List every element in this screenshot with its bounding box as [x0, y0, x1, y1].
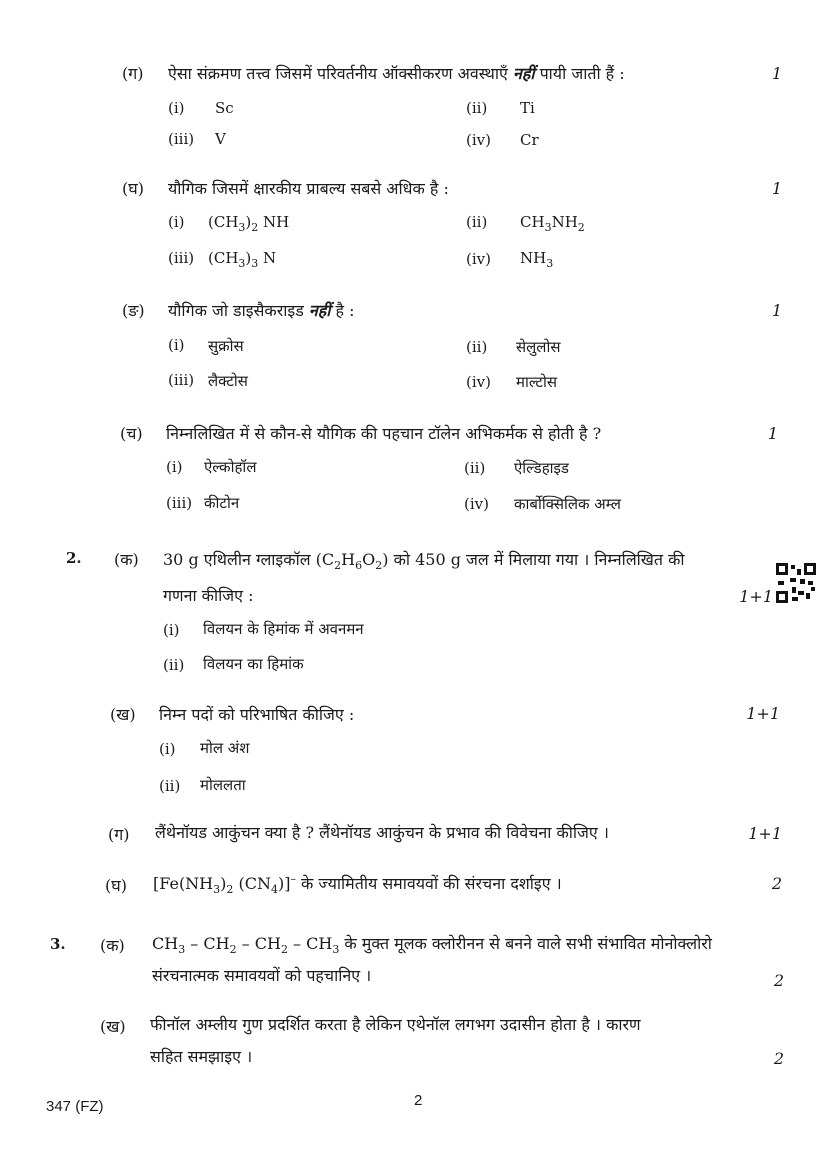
- q1-gha-opt1-text: $(CH_3)_2$ NH: [208, 213, 290, 234]
- q1-ga-question: [168, 62, 625, 84]
- q1-gha-opt3-text: $(CH_3)_3$ N: [208, 249, 277, 270]
- q1-nga-question: [168, 299, 355, 321]
- q1-nga-opt2-text: सेलुलोस: [516, 338, 561, 356]
- q1-nga-opt4-text: माल्टोस: [516, 373, 557, 391]
- q1-nga-text-after: है :: [335, 301, 355, 320]
- q2-ka-item1-text: विलयन के हिमांक में अवनमन: [203, 620, 364, 638]
- q2-ka-label: (क): [114, 550, 139, 569]
- q1-ga-opt3-num: (iii): [168, 130, 195, 148]
- q2-gha-marks: 2: [771, 874, 782, 893]
- q2-ga-marks: 1+1: [748, 824, 782, 843]
- q3-ka-line2: संरचनात्मक समावयवों को पहचानिए ।: [152, 966, 372, 985]
- q2-kha-label: (ख): [110, 705, 136, 724]
- q2-ga-label: (ग): [108, 825, 130, 844]
- q2-ka-marks: 1+1: [739, 587, 773, 606]
- q1-ga-opt3-text: V: [215, 130, 226, 148]
- q2-ka-item1-num: (i): [163, 621, 180, 639]
- q3-ka-marks: 2: [773, 971, 784, 990]
- q1-nga-opt2-num: (ii): [466, 338, 488, 356]
- q1-cha-opt4-text: कार्बोक्सिलिक अम्ल: [514, 495, 621, 513]
- q1-ga-opt1-num: (i): [168, 99, 185, 117]
- q1-gha-question: यौगिक जिसमें क्षारकीय प्राबल्य सबसे अधिक है :: [168, 179, 449, 198]
- page-number: 2: [414, 1092, 423, 1109]
- q1-ga-emphasis: नहीं: [512, 64, 535, 83]
- q3-ka-line1-text: के मुक्त मूलक क्लोरीनन से बनने वाले सभी संभावित मोनोक्लोरो: [344, 934, 712, 953]
- q1-gha-opt4-text: $NH_3$: [520, 249, 554, 270]
- q3-kha-line2: सहित समझाइए ।: [150, 1047, 253, 1066]
- q1-cha-opt1-text: ऐल्कोहॉल: [204, 458, 257, 476]
- q1-nga-opt3-text: लैक्टोस: [208, 372, 248, 390]
- q1-ga-text-before: ऐसा संक्रमण तत्त्व जिसमें परिवर्तनीय ऑक्सीकरण अवस्थाएँ: [168, 64, 508, 83]
- q3-kha-marks: 2: [773, 1049, 784, 1068]
- q1-gha-opt2-num: (ii): [466, 213, 488, 231]
- q3-ka-label: (क): [100, 936, 125, 955]
- q1-nga-emphasis: नहीं: [308, 301, 331, 320]
- q1-ga-opt2-num: (ii): [466, 99, 488, 117]
- q2-number: 2.: [66, 549, 82, 567]
- q1-gha-opt4-num: (iv): [466, 250, 491, 268]
- q2-gha-question: [$Fe(NH_3)_2$ $(CN_4)]^-$ के ज्यामितीय समावयवों की संरचना दर्शाइए ।: [153, 872, 562, 897]
- q2-ga-question: लैंथेनॉयड आकुंचन क्या है ? लैंथेनॉयड आकुंचन के प्रभाव की विवेचना कीजिए ।: [155, 823, 609, 842]
- q2-gha-text: के ज्यामितीय समावयवों की संरचना दर्शाइए ।: [301, 874, 562, 893]
- q3-ka-line1: $CH_3 - CH_2 - CH_2 - CH_3$ के मुक्त मूलक क्लोरीनन से बनने वाले सभी संभावित मोनोक्लोरो: [152, 934, 712, 957]
- q2-kha-item1-text: मोल अंश: [200, 739, 250, 757]
- q2-gha-label: (घ): [105, 876, 127, 895]
- q1-cha-opt4-num: (iv): [464, 495, 489, 513]
- q1-nga-label: (ङ): [122, 301, 145, 320]
- q2-kha-item2-text: मोललता: [200, 776, 246, 794]
- q1-ga-label: (ग): [122, 64, 144, 83]
- q1-ga-opt1-text: Sc: [215, 99, 234, 117]
- q2-ka-item2-num: (ii): [163, 656, 185, 674]
- q3-kha-label: (ख): [100, 1017, 126, 1036]
- q1-nga-opt3-num: (iii): [168, 371, 195, 389]
- q1-nga-opt1-num: (i): [168, 336, 185, 354]
- q2-kha-question: निम्न पदों को परिभाषित कीजिए :: [159, 705, 355, 724]
- q2-kha-marks: 1+1: [746, 704, 780, 723]
- paper-code: 347 (FZ): [46, 1098, 104, 1115]
- q1-ga-opt2-text: Ti: [520, 99, 535, 117]
- q1-nga-marks: 1: [771, 301, 782, 320]
- q2-ka-line2: गणना कीजिए :: [163, 586, 254, 605]
- q1-cha-opt3-text: कीटोन: [204, 494, 240, 512]
- q1-ga-opt4-num: (iv): [466, 131, 491, 149]
- q1-ga-marks: 1: [771, 64, 782, 83]
- q1-cha-opt1-num: (i): [166, 458, 183, 476]
- q1-cha-opt2-num: (ii): [464, 459, 486, 477]
- q1-ga-text-after: पायी जाती हैं :: [539, 64, 625, 83]
- q2-kha-item2-num: (ii): [159, 777, 181, 795]
- q1-gha-opt2-text: $CH_3NH_2$: [520, 213, 585, 234]
- q1-cha-opt2-text: ऐल्डिहाइड: [514, 459, 569, 477]
- q2-kha-item1-num: (i): [159, 740, 176, 758]
- q1-gha-label: (घ): [122, 179, 144, 198]
- q1-gha-opt1-num: (i): [168, 213, 185, 231]
- q1-gha-opt3-num: (iii): [168, 249, 195, 267]
- q1-ga-opt4-text: Cr: [520, 131, 539, 149]
- q1-cha-label: (च): [120, 424, 143, 443]
- q1-nga-text-before: यौगिक जो डाइसैकराइड: [168, 301, 304, 320]
- q2-ka-item2-text: विलयन का हिमांक: [203, 655, 304, 673]
- q1-gha-marks: 1: [771, 179, 782, 198]
- q1-cha-opt3-num: (iii): [166, 494, 193, 512]
- q3-kha-line1: फीनॉल अम्लीय गुण प्रदर्शित करता है लेकिन एथेनॉल लगभग उदासीन होता है । कारण: [150, 1015, 641, 1034]
- q3-number: 3.: [50, 935, 66, 953]
- q1-cha-question: निम्नलिखित में से कौन-से यौगिक की पहचान टॉलेन अभिकर्मक से होती है ?: [166, 424, 602, 443]
- q1-nga-opt1-text: सुक्रोस: [208, 337, 244, 355]
- q1-nga-opt4-num: (iv): [466, 373, 491, 391]
- q1-cha-marks: 1: [767, 424, 778, 443]
- qr-code: [776, 563, 816, 603]
- q2-ka-line1: 30 g एथिलीन ग्लाइकॉल $(C_2H_6O_2)$ को 450 g जल में मिलाया गया । निम्नलिखित की: [163, 550, 685, 573]
